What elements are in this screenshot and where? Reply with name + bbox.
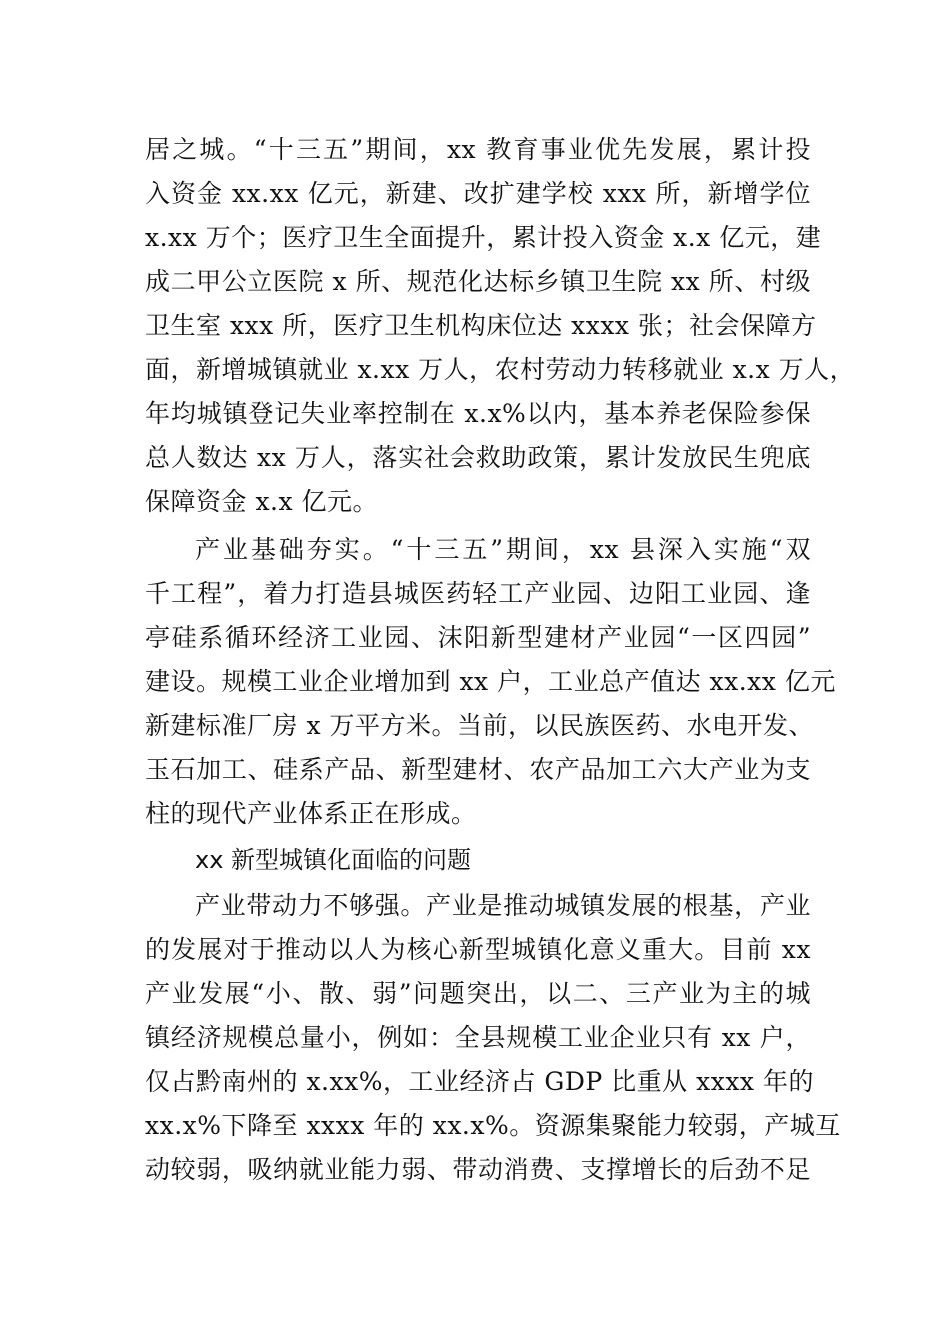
paragraph-1-line-1: 居之城。“十三五”期间，xx 教育事业优先发展，累计投 bbox=[145, 135, 811, 164]
paragraph-1-line-4: 成二甲公立医院 x 所、规范化达标乡镇卫生院 xx 所、村级 bbox=[145, 267, 811, 296]
paragraph-2-line-2: 千工程”，着力打造县城医药轻工产业园、边阳工业园、逢 bbox=[145, 579, 811, 608]
paragraph-1-line-7: 年均城镇登记失业率控制在 x.x%以内，基本养老保险参保 bbox=[145, 399, 811, 428]
paragraph-3-line-5: 仅占黔南州的 x.xx%，工业经济占 GDP 比重从 xxxx 年的 bbox=[145, 1067, 814, 1096]
paragraph-3-line-1: 产业带动力不够强。产业是推动城镇发展的根基，产业 bbox=[195, 891, 811, 920]
paragraph-2-line-7: 柱的现代产业体系正在形成。 bbox=[145, 799, 477, 828]
paragraph-1-line-6: 面，新增城镇就业 x.xx 万人，农村劳动力转移就业 x.x 万人， bbox=[145, 355, 856, 384]
paragraph-3-line-7: 动较弱，吸纳就业能力弱、带动消费、支撑增长的后劲不足 bbox=[145, 1155, 811, 1184]
paragraph-3-line-4: 镇经济规模总量小，例如：全县规模工业企业只有 xx 户， bbox=[145, 1023, 811, 1052]
paragraph-3-line-3: 产业发展“小、散、弱”问题突出，以二、三产业为主的城 bbox=[145, 979, 811, 1008]
paragraph-1-line-3: x.xx 万个；医疗卫生全面提升，累计投入资金 x.x 亿元，建 bbox=[145, 223, 822, 252]
paragraph-1-line-9: 保障资金 x.x 亿元。 bbox=[145, 487, 379, 516]
paragraph-2-line-5: 新建标准厂房 x 万平方米。当前，以民族医药、水电开发、 bbox=[145, 711, 814, 740]
paragraph-3-line-2: 的发展对于推动以人为核心新型城镇化意义重大。目前 xx bbox=[145, 935, 811, 964]
section-heading: xx 新型城镇化面临的问题 bbox=[195, 846, 472, 874]
paragraph-2-line-4: 建设。规模工业企业增加到 xx 户，工业总产值达 xx.xx 亿元 bbox=[145, 667, 836, 696]
paragraph-3-line-6: xx.x%下降至 xxxx 年的 xx.x%。资源集聚能力较弱，产城互 bbox=[145, 1111, 841, 1140]
paragraph-2-line-3: 亭硅系循环经济工业园、沫阳新型建材产业园“一区四园” bbox=[145, 623, 811, 652]
paragraph-1-line-2: 入资金 xx.xx 亿元，新建、改扩建学校 xxx 所，新增学位 bbox=[145, 179, 811, 208]
paragraph-1-line-5: 卫生室 xxx 所，医疗卫生机构床位达 xxxx 张；社会保障方 bbox=[145, 311, 817, 340]
paragraph-2-line-1: 产业基础夯实。“十三五”期间，xx 县深入实施“双 bbox=[195, 535, 811, 564]
paragraph-1-line-8: 总人数达 xx 万人，落实社会救助政策，累计发放民生兜底 bbox=[145, 443, 811, 472]
paragraph-2-line-6: 玉石加工、硅系产品、新型建材、农产品加工六大产业为支 bbox=[145, 755, 811, 784]
